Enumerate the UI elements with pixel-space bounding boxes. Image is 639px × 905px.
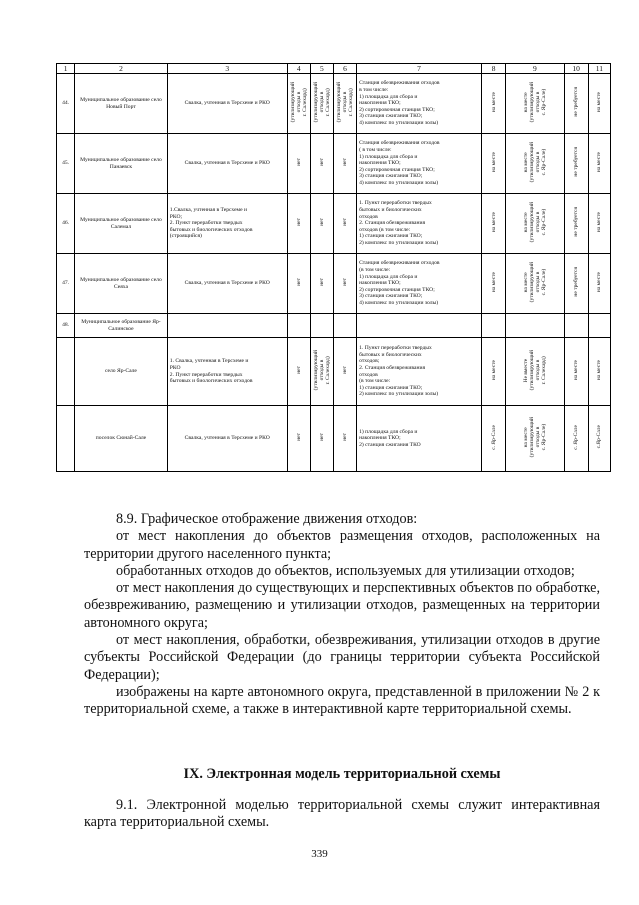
cell-vertical [310, 134, 333, 194]
cell-existing-objects: Свалка, учтенная в Терсхеме и РКО [167, 74, 287, 134]
cell-planned-objects [357, 338, 482, 406]
cell-line: бытовых и биологических отходов [169, 226, 253, 233]
cell-vertical [482, 254, 506, 314]
cell-vertical [333, 254, 356, 314]
cell-vertical [482, 314, 506, 338]
section-9-1 [84, 797, 600, 832]
vertical-text: на месте (утилизирующий отходы в с. Яр-Сале) [522, 82, 547, 123]
cell-vertical [482, 406, 506, 472]
vertical-text: на месте (утилизирующий отходы в с. Яр-Сале) [522, 142, 547, 183]
cell-vertical [333, 406, 356, 472]
cell-line: накопления ТКО; [359, 160, 401, 167]
vertical-text: на месте [596, 152, 603, 173]
cell-line: 1) площадка для сбора и [359, 153, 418, 160]
section-title: 8.9. Графическое отображение движения отходов: [116, 511, 418, 527]
cell-line: бытовых и биологических [359, 351, 422, 358]
cell-existing-objects [167, 194, 287, 254]
cell-vertical [310, 338, 333, 406]
cell-number: 45. [57, 134, 75, 194]
section-8-9 [84, 511, 600, 719]
vertical-text: нет [342, 158, 349, 167]
col-header: 6 [333, 64, 356, 74]
col-header: 7 [357, 64, 482, 74]
vertical-text: с. Яр-Сале [490, 424, 497, 450]
cell-existing-objects [167, 338, 287, 406]
vertical-text: нет [318, 278, 325, 287]
vertical-text: нет [295, 366, 302, 375]
vertical-text: нет [295, 158, 302, 167]
cell-vertical [310, 74, 333, 134]
cell-vertical [482, 134, 506, 194]
cell-line: 2) сортировочная станция ТКО; [359, 286, 435, 293]
cell-vertical [310, 406, 333, 472]
cell-vertical [287, 74, 310, 134]
vertical-text: не требуется [573, 87, 580, 117]
cell-vertical [506, 254, 564, 314]
cell-vertical [482, 74, 506, 134]
cell-line: Станция обезвреживания отходов [359, 80, 440, 87]
vertical-text: нет [318, 218, 325, 227]
cell-line: 3) станция сжигания ТКО; [359, 293, 423, 300]
cell-municipality: Муниципальное образование село Салемал [75, 194, 168, 254]
col-header: 3 [167, 64, 287, 74]
cell-municipality: Муниципальное образование село Панаевск [75, 134, 168, 194]
cell-vertical [333, 134, 356, 194]
cell-vertical [588, 254, 610, 314]
vertical-text: нет [295, 278, 302, 287]
vertical-text: нет [342, 366, 349, 375]
cell-planned-objects [357, 194, 482, 254]
paragraph: от мест накопления до существующих и перспективных объектов по обработке, обезвреживанию, размещению и утилизации отходов, размещенных на территории автономного округа; [84, 580, 600, 631]
table-row [57, 314, 611, 338]
cell-municipality: поселок Сюнай-Сале [75, 406, 168, 472]
vertical-text: нет [318, 158, 325, 167]
cell-vertical [287, 134, 310, 194]
cell-existing-objects: Свалка, учтенная в Терсхеме и РКО [167, 134, 287, 194]
cell-vertical [564, 194, 588, 254]
cell-line: 3) станция сжигания ТКО; [359, 173, 423, 180]
cell-number [57, 338, 75, 406]
cell-line: (строящийся) [169, 233, 202, 240]
vertical-text: на месте [490, 152, 497, 173]
cell-line: 1) станция сжигания ТКО; [359, 384, 423, 391]
waste-objects-table [56, 63, 611, 472]
table-row [57, 406, 611, 472]
vertical-text: нет [342, 278, 349, 287]
cell-municipality: Муниципальное образование село Сеяха [75, 254, 168, 314]
cell-vertical [333, 314, 356, 338]
cell-line: 4) комплекс по утилизации золы) [359, 299, 439, 306]
cell-planned-objects [357, 406, 482, 472]
table-row [57, 74, 611, 134]
table-row [57, 194, 611, 254]
cell-line: 1. Пункт переработки твердых [359, 200, 432, 207]
vertical-text: на месте [490, 92, 497, 113]
vertical-text: на месте [490, 272, 497, 293]
vertical-text: (утилизирующий отходы в г. Салехард) [336, 82, 355, 123]
cell-line: 2. Станция обезвреживания [359, 220, 426, 227]
vertical-text: не требуется [573, 147, 580, 177]
cell-municipality: село Яр-Сале [75, 338, 168, 406]
cell-line: 2) сортировочная станция ТКО; [359, 166, 435, 173]
cell-planned-objects [357, 314, 482, 338]
cell-planned-objects [357, 134, 482, 194]
cell-municipality: Муниципальное образование село Новый Порт [75, 74, 168, 134]
cell-line: ( в том числе: [359, 147, 392, 154]
vertical-text: с. Яр-Сале [573, 424, 580, 450]
vertical-text: нет [295, 218, 302, 227]
cell-municipality: Муниципальное образование Яр-Салинское [75, 314, 168, 338]
cell-vertical [588, 314, 610, 338]
cell-number: 44. [57, 74, 75, 134]
cell-vertical [506, 314, 564, 338]
vertical-text: нет [342, 433, 349, 442]
cell-vertical [287, 406, 310, 472]
cell-vertical [564, 314, 588, 338]
cell-line: 1) площадка для сбора и [359, 273, 418, 280]
page-number: 339 [311, 848, 328, 860]
paragraph: обработанных отходов до объектов, используемых для утилизации отходов; [116, 562, 575, 579]
vertical-text: нет [295, 433, 302, 442]
vertical-text: на месте (утилизирующий отходы в с. Яр-Сале) [522, 417, 547, 458]
col-header: 5 [310, 64, 333, 74]
cell-vertical [506, 406, 564, 472]
paragraph: от мест накопления, обработки, обезвреживания, утилизации отходов в другие субъекты Российской Федерации (до границы территории субъекта Российской Федерации); [84, 632, 600, 683]
cell-vertical [588, 74, 610, 134]
cell-line: РКО; [169, 213, 183, 220]
vertical-text: не требуется [573, 207, 580, 237]
cell-line: отходов; [359, 358, 380, 365]
cell-line: 2) станция сжигания ТКО [359, 441, 421, 448]
cell-line: 2. Станция обезвреживания [359, 364, 426, 371]
table-row [57, 254, 611, 314]
cell-vertical [588, 406, 610, 472]
cell-line: РКО [169, 364, 181, 371]
table-row [57, 338, 611, 406]
cell-vertical [588, 134, 610, 194]
cell-number [57, 406, 75, 472]
vertical-text: на месте [596, 212, 603, 233]
cell-line: 1.Свалка, учтенная в Терсхеме и [169, 207, 247, 214]
cell-existing-objects: Свалка, учтенная в Терсхеме и РКО [167, 254, 287, 314]
cell-line: 2) сортировочная станция ТКО; [359, 106, 435, 113]
cell-line: накопления ТКО; [359, 280, 401, 287]
vertical-text: (утилизирующий отходы в г. Салехард) [312, 350, 331, 391]
cell-vertical [287, 338, 310, 406]
cell-line: Станция обезвреживания отходов [359, 260, 440, 267]
cell-vertical [588, 194, 610, 254]
col-header: 4 [287, 64, 310, 74]
cell-vertical [482, 338, 506, 406]
cell-line: 1) площадка для сбора и [359, 428, 418, 435]
col-header: 2 [75, 64, 168, 74]
cell-vertical [506, 74, 564, 134]
cell-vertical [506, 194, 564, 254]
table-row [57, 134, 611, 194]
vertical-text: на месте (утилизирующий отходы в с. Яр-Сале) [522, 262, 547, 303]
cell-line: 2. Пункт переработки твердых [169, 371, 243, 378]
vertical-text: на месте [573, 360, 580, 381]
cell-line: 4) комплекс по утилизации золы) [359, 179, 439, 186]
col-header: 11 [588, 64, 610, 74]
cell-line: бытовых и биологических [359, 207, 422, 214]
cell-vertical [588, 338, 610, 406]
paragraph: от мест накопления до объектов размещения отходов, расположенных на территории другого населенного пункта; [84, 528, 600, 562]
cell-vertical [287, 194, 310, 254]
cell-number: 47. [57, 254, 75, 314]
cell-existing-objects: Свалка, учтенная в Терсхеме и РКО [167, 406, 287, 472]
col-header: 1 [57, 64, 75, 74]
cell-number: 48. [57, 314, 75, 338]
cell-vertical [333, 74, 356, 134]
vertical-text: на месте [596, 92, 603, 113]
cell-line: Станция обезвреживания отходов [359, 140, 440, 147]
vertical-text: нет [342, 218, 349, 227]
cell-line: отходов (в том числе: [359, 226, 411, 233]
cell-vertical [482, 194, 506, 254]
cell-vertical [333, 338, 356, 406]
cell-existing-objects [167, 314, 287, 338]
cell-vertical [564, 406, 588, 472]
vertical-text: (утилизирующий отходы в г. Салехард) [312, 82, 331, 123]
cell-vertical [564, 74, 588, 134]
col-header: 8 [482, 64, 506, 74]
vertical-text: на месте [490, 360, 497, 381]
cell-vertical [310, 314, 333, 338]
cell-planned-objects [357, 254, 482, 314]
cell-vertical [287, 314, 310, 338]
cell-line: 1) площадка для сбора и [359, 93, 418, 100]
chapter-heading: IX. Электронная модель территориальной схемы [183, 766, 501, 782]
cell-line: 2. Пункт переработки твердых [169, 220, 243, 227]
vertical-text: с.Яр-Сале [596, 425, 603, 449]
vertical-text: Не вместе (утилизирующий отходы в г. Салехард) [522, 350, 547, 391]
cell-vertical [310, 254, 333, 314]
vertical-text: на месте [596, 272, 603, 293]
cell-line: отходов [359, 213, 378, 220]
cell-line: 2) комплекс по утилизации золы) [359, 391, 439, 398]
cell-vertical [564, 134, 588, 194]
cell-line: (в том числе: [359, 267, 391, 274]
cell-vertical [564, 338, 588, 406]
vertical-text: не требуется [573, 267, 580, 297]
table-header-row [57, 64, 611, 74]
cell-vertical [287, 254, 310, 314]
vertical-text: на месте [490, 212, 497, 233]
cell-line: бытовых и биологических отходов [169, 378, 253, 385]
paragraph: 9.1. Электронной моделью территориальной схемы служит интерактивная карта территориальной схемы. [84, 797, 600, 831]
cell-vertical [506, 134, 564, 194]
cell-line: 1. Пункт переработки твердых [359, 345, 432, 352]
cell-planned-objects [357, 74, 482, 134]
cell-vertical [564, 254, 588, 314]
col-header: 10 [564, 64, 588, 74]
cell-line: 1) станция сжигания ТКО; [359, 233, 423, 240]
cell-vertical [506, 338, 564, 406]
cell-line: накопления ТКО; [359, 100, 401, 107]
cell-line: в том числе: [359, 87, 389, 94]
cell-number: 46. [57, 194, 75, 254]
vertical-text: на месте (утилизирующий отходы в с. Яр-Сале) [522, 202, 547, 243]
cell-line: 3) станция сжигания ТКО; [359, 113, 423, 120]
cell-line: накопления ТКО; [359, 435, 401, 442]
cell-line: 4) комплекс по утилизации золы) [359, 119, 439, 126]
cell-line: отходов [359, 371, 378, 378]
paragraph: изображены на карте автономного округа, представленной в приложении № 2 к территориальной схеме, а также в интерактивной карте территориальной схемы. [84, 683, 600, 718]
cell-line: 2) комплекс по утилизации золы) [359, 239, 439, 246]
cell-vertical [310, 194, 333, 254]
vertical-text: нет [318, 433, 325, 442]
col-header: 9 [506, 64, 564, 74]
cell-line: 1. Свалка, учтенная в Терсхеме и [169, 358, 249, 365]
vertical-text: (утилизирующий отходы в г. Салехард) [289, 82, 308, 123]
table-body [57, 64, 611, 472]
vertical-text: на месте [596, 360, 603, 381]
cell-line: (в том числе: [359, 378, 391, 385]
cell-vertical [333, 194, 356, 254]
